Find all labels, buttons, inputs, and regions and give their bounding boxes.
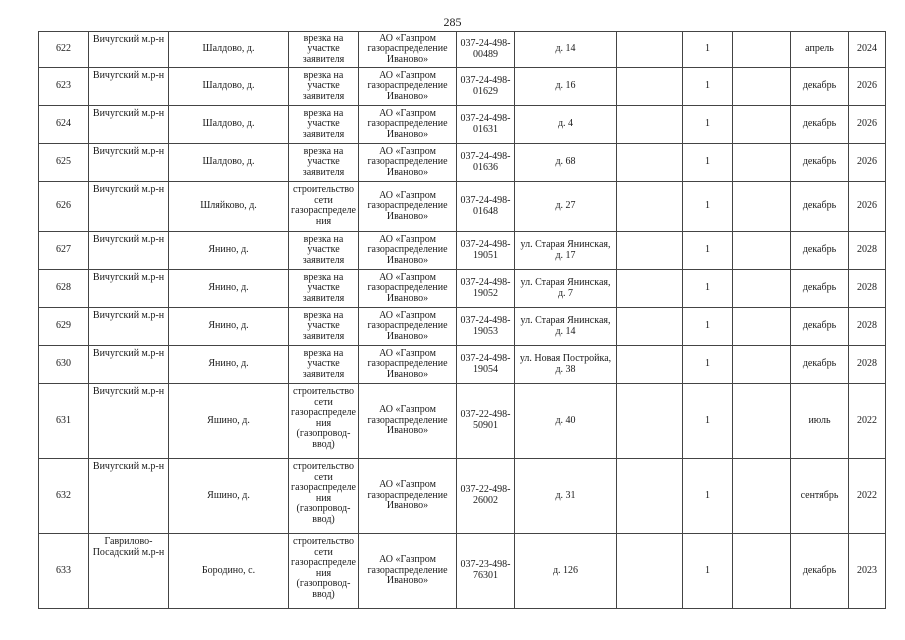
extra-cell bbox=[617, 384, 683, 459]
row-number: 631 bbox=[39, 384, 89, 459]
month-cell: сентябрь bbox=[791, 459, 849, 534]
month-cell: декабрь bbox=[791, 270, 849, 308]
month-cell: декабрь bbox=[791, 534, 849, 609]
code-cell: 037-24-498-01629 bbox=[457, 68, 515, 106]
extra-cell bbox=[617, 232, 683, 270]
code-cell: 037-24-498-00489 bbox=[457, 32, 515, 68]
count-cell: 1 bbox=[683, 308, 733, 346]
code-cell: 037-22-498-26002 bbox=[457, 459, 515, 534]
settlement-cell: Шалдово, д. bbox=[169, 144, 289, 182]
year-cell: 2028 bbox=[849, 308, 886, 346]
row-number: 624 bbox=[39, 106, 89, 144]
work-type-cell: врезка на участке заявителя bbox=[289, 106, 359, 144]
district-cell: Вичугский м.р-н bbox=[89, 384, 169, 459]
settlement-cell: Бородино, с. bbox=[169, 534, 289, 609]
table-row bbox=[39, 459, 886, 534]
row-number: 625 bbox=[39, 144, 89, 182]
address-cell: д. 4 bbox=[515, 106, 617, 144]
settlement-cell: Яшино, д. bbox=[169, 459, 289, 534]
extra2-cell bbox=[733, 270, 791, 308]
settlement-cell: Янино, д. bbox=[169, 346, 289, 384]
district-cell: Вичугский м.р-н bbox=[89, 270, 169, 308]
table-row bbox=[39, 232, 886, 270]
address-cell: ул. Старая Янинская, д. 17 bbox=[515, 232, 617, 270]
extra2-cell bbox=[733, 232, 791, 270]
extra-cell bbox=[617, 270, 683, 308]
extra2-cell bbox=[733, 182, 791, 232]
month-cell: апрель bbox=[791, 32, 849, 68]
row-number: 630 bbox=[39, 346, 89, 384]
row-number: 623 bbox=[39, 68, 89, 106]
row-number: 622 bbox=[39, 32, 89, 68]
year-cell: 2023 bbox=[849, 534, 886, 609]
district-cell: Вичугский м.р-н bbox=[89, 346, 169, 384]
table-row bbox=[39, 144, 886, 182]
organization-cell: АО «Газпром газораспределение Иваново» bbox=[359, 182, 457, 232]
work-type-cell: врезка на участке заявителя bbox=[289, 232, 359, 270]
work-type-cell: врезка на участке заявителя bbox=[289, 346, 359, 384]
row-number: 633 bbox=[39, 534, 89, 609]
count-cell: 1 bbox=[683, 232, 733, 270]
code-cell: 037-24-498-01648 bbox=[457, 182, 515, 232]
extra-cell bbox=[617, 459, 683, 534]
organization-cell: АО «Газпром газораспределение Иваново» bbox=[359, 346, 457, 384]
code-cell: 037-24-498-01636 bbox=[457, 144, 515, 182]
extra2-cell bbox=[733, 68, 791, 106]
extra-cell bbox=[617, 106, 683, 144]
year-cell: 2026 bbox=[849, 68, 886, 106]
extra-cell bbox=[617, 534, 683, 609]
organization-cell: АО «Газпром газораспределение Иваново» bbox=[359, 270, 457, 308]
organization-cell: АО «Газпром газораспределение Иваново» bbox=[359, 232, 457, 270]
settlement-cell: Шалдово, д. bbox=[169, 68, 289, 106]
work-type-cell: врезка на участке заявителя bbox=[289, 270, 359, 308]
count-cell: 1 bbox=[683, 144, 733, 182]
count-cell: 1 bbox=[683, 459, 733, 534]
address-cell: ул. Новая Постройка, д. 38 bbox=[515, 346, 617, 384]
district-cell: Вичугский м.р-н bbox=[89, 68, 169, 106]
extra2-cell bbox=[733, 346, 791, 384]
address-cell: д. 16 bbox=[515, 68, 617, 106]
district-cell: Вичугский м.р-н bbox=[89, 32, 169, 68]
table-row bbox=[39, 68, 886, 106]
count-cell: 1 bbox=[683, 270, 733, 308]
work-type-cell: строительство сети газораспределения (газопровод-ввод) bbox=[289, 459, 359, 534]
extra2-cell bbox=[733, 459, 791, 534]
code-cell: 037-24-498-01631 bbox=[457, 106, 515, 144]
address-cell: д. 126 bbox=[515, 534, 617, 609]
month-cell: декабрь bbox=[791, 232, 849, 270]
extra2-cell bbox=[733, 144, 791, 182]
organization-cell: АО «Газпром газораспределение Иваново» bbox=[359, 308, 457, 346]
organization-cell: АО «Газпром газораспределение Иваново» bbox=[359, 68, 457, 106]
year-cell: 2026 bbox=[849, 182, 886, 232]
settlement-cell: Шалдово, д. bbox=[169, 106, 289, 144]
month-cell: декабрь bbox=[791, 68, 849, 106]
settlement-cell: Янино, д. bbox=[169, 308, 289, 346]
work-type-cell: строительство сети газораспределения (газопровод-ввод) bbox=[289, 384, 359, 459]
code-cell: 037-23-498-76301 bbox=[457, 534, 515, 609]
work-type-cell: врезка на участке заявителя bbox=[289, 68, 359, 106]
count-cell: 1 bbox=[683, 534, 733, 609]
organization-cell: АО «Газпром газораспределение Иваново» bbox=[359, 384, 457, 459]
organization-cell: АО «Газпром газораспределение Иваново» bbox=[359, 144, 457, 182]
table-row bbox=[39, 270, 886, 308]
year-cell: 2022 bbox=[849, 459, 886, 534]
row-number: 626 bbox=[39, 182, 89, 232]
address-cell: д. 40 bbox=[515, 384, 617, 459]
extra-cell bbox=[617, 182, 683, 232]
table-row bbox=[39, 308, 886, 346]
work-type-cell: врезка на участке заявителя bbox=[289, 144, 359, 182]
table-row bbox=[39, 182, 886, 232]
district-cell: Вичугский м.р-н bbox=[89, 144, 169, 182]
settlement-cell: Яшино, д. bbox=[169, 384, 289, 459]
district-cell: Вичугский м.р-н bbox=[89, 232, 169, 270]
extra-cell bbox=[617, 32, 683, 68]
district-cell: Вичугский м.р-н bbox=[89, 106, 169, 144]
row-number: 628 bbox=[39, 270, 89, 308]
work-type-cell: врезка на участке заявителя bbox=[289, 32, 359, 68]
year-cell: 2024 bbox=[849, 32, 886, 68]
table-row bbox=[39, 346, 886, 384]
year-cell: 2028 bbox=[849, 270, 886, 308]
extra-cell bbox=[617, 308, 683, 346]
work-type-cell: строительство сети газораспределения (газопровод-ввод) bbox=[289, 534, 359, 609]
organization-cell: АО «Газпром газораспределение Иваново» bbox=[359, 459, 457, 534]
work-type-cell: врезка на участке заявителя bbox=[289, 308, 359, 346]
count-cell: 1 bbox=[683, 346, 733, 384]
code-cell: 037-24-498-19054 bbox=[457, 346, 515, 384]
address-cell: д. 14 bbox=[515, 32, 617, 68]
district-cell: Вичугский м.р-н bbox=[89, 308, 169, 346]
count-cell: 1 bbox=[683, 384, 733, 459]
organization-cell: АО «Газпром газораспределение Иваново» bbox=[359, 534, 457, 609]
work-type-cell: строительство сети газораспределения bbox=[289, 182, 359, 232]
code-cell: 037-24-498-19053 bbox=[457, 308, 515, 346]
year-cell: 2022 bbox=[849, 384, 886, 459]
table-row bbox=[39, 534, 886, 609]
settlement-cell: Янино, д. bbox=[169, 232, 289, 270]
organization-cell: АО «Газпром газораспределение Иваново» bbox=[359, 106, 457, 144]
code-cell: 037-24-498-19052 bbox=[457, 270, 515, 308]
year-cell: 2026 bbox=[849, 144, 886, 182]
address-cell: ул. Старая Янинская, д. 7 bbox=[515, 270, 617, 308]
address-cell: д. 27 bbox=[515, 182, 617, 232]
district-cell: Гаврилово-Посадский м.р-н bbox=[89, 534, 169, 609]
settlement-cell: Янино, д. bbox=[169, 270, 289, 308]
count-cell: 1 bbox=[683, 106, 733, 144]
gasification-table bbox=[38, 31, 886, 609]
extra2-cell bbox=[733, 384, 791, 459]
extra2-cell bbox=[733, 106, 791, 144]
district-cell: Вичугский м.р-н bbox=[89, 459, 169, 534]
district-cell: Вичугский м.р-н bbox=[89, 182, 169, 232]
table-row bbox=[39, 384, 886, 459]
count-cell: 1 bbox=[683, 32, 733, 68]
organization-cell: АО «Газпром газораспределение Иваново» bbox=[359, 32, 457, 68]
table-row bbox=[39, 106, 886, 144]
month-cell: июль bbox=[791, 384, 849, 459]
code-cell: 037-24-498-19051 bbox=[457, 232, 515, 270]
extra2-cell bbox=[733, 308, 791, 346]
year-cell: 2028 bbox=[849, 232, 886, 270]
row-number: 627 bbox=[39, 232, 89, 270]
count-cell: 1 bbox=[683, 182, 733, 232]
row-number: 629 bbox=[39, 308, 89, 346]
month-cell: декабрь bbox=[791, 144, 849, 182]
extra-cell bbox=[617, 68, 683, 106]
year-cell: 2028 bbox=[849, 346, 886, 384]
code-cell: 037-22-498-50901 bbox=[457, 384, 515, 459]
settlement-cell: Шалдово, д. bbox=[169, 32, 289, 68]
row-number: 632 bbox=[39, 459, 89, 534]
extra2-cell bbox=[733, 534, 791, 609]
page-number: 285 bbox=[443, 15, 462, 29]
table-row bbox=[39, 32, 886, 68]
address-cell: ул. Старая Янинская, д. 14 bbox=[515, 308, 617, 346]
count-cell: 1 bbox=[683, 68, 733, 106]
address-cell: д. 31 bbox=[515, 459, 617, 534]
settlement-cell: Шляйково, д. bbox=[169, 182, 289, 232]
month-cell: декабрь bbox=[791, 106, 849, 144]
year-cell: 2026 bbox=[849, 106, 886, 144]
extra-cell bbox=[617, 346, 683, 384]
extra-cell bbox=[617, 144, 683, 182]
address-cell: д. 68 bbox=[515, 144, 617, 182]
month-cell: декабрь bbox=[791, 182, 849, 232]
extra2-cell bbox=[733, 32, 791, 68]
month-cell: декабрь bbox=[791, 308, 849, 346]
month-cell: декабрь bbox=[791, 346, 849, 384]
